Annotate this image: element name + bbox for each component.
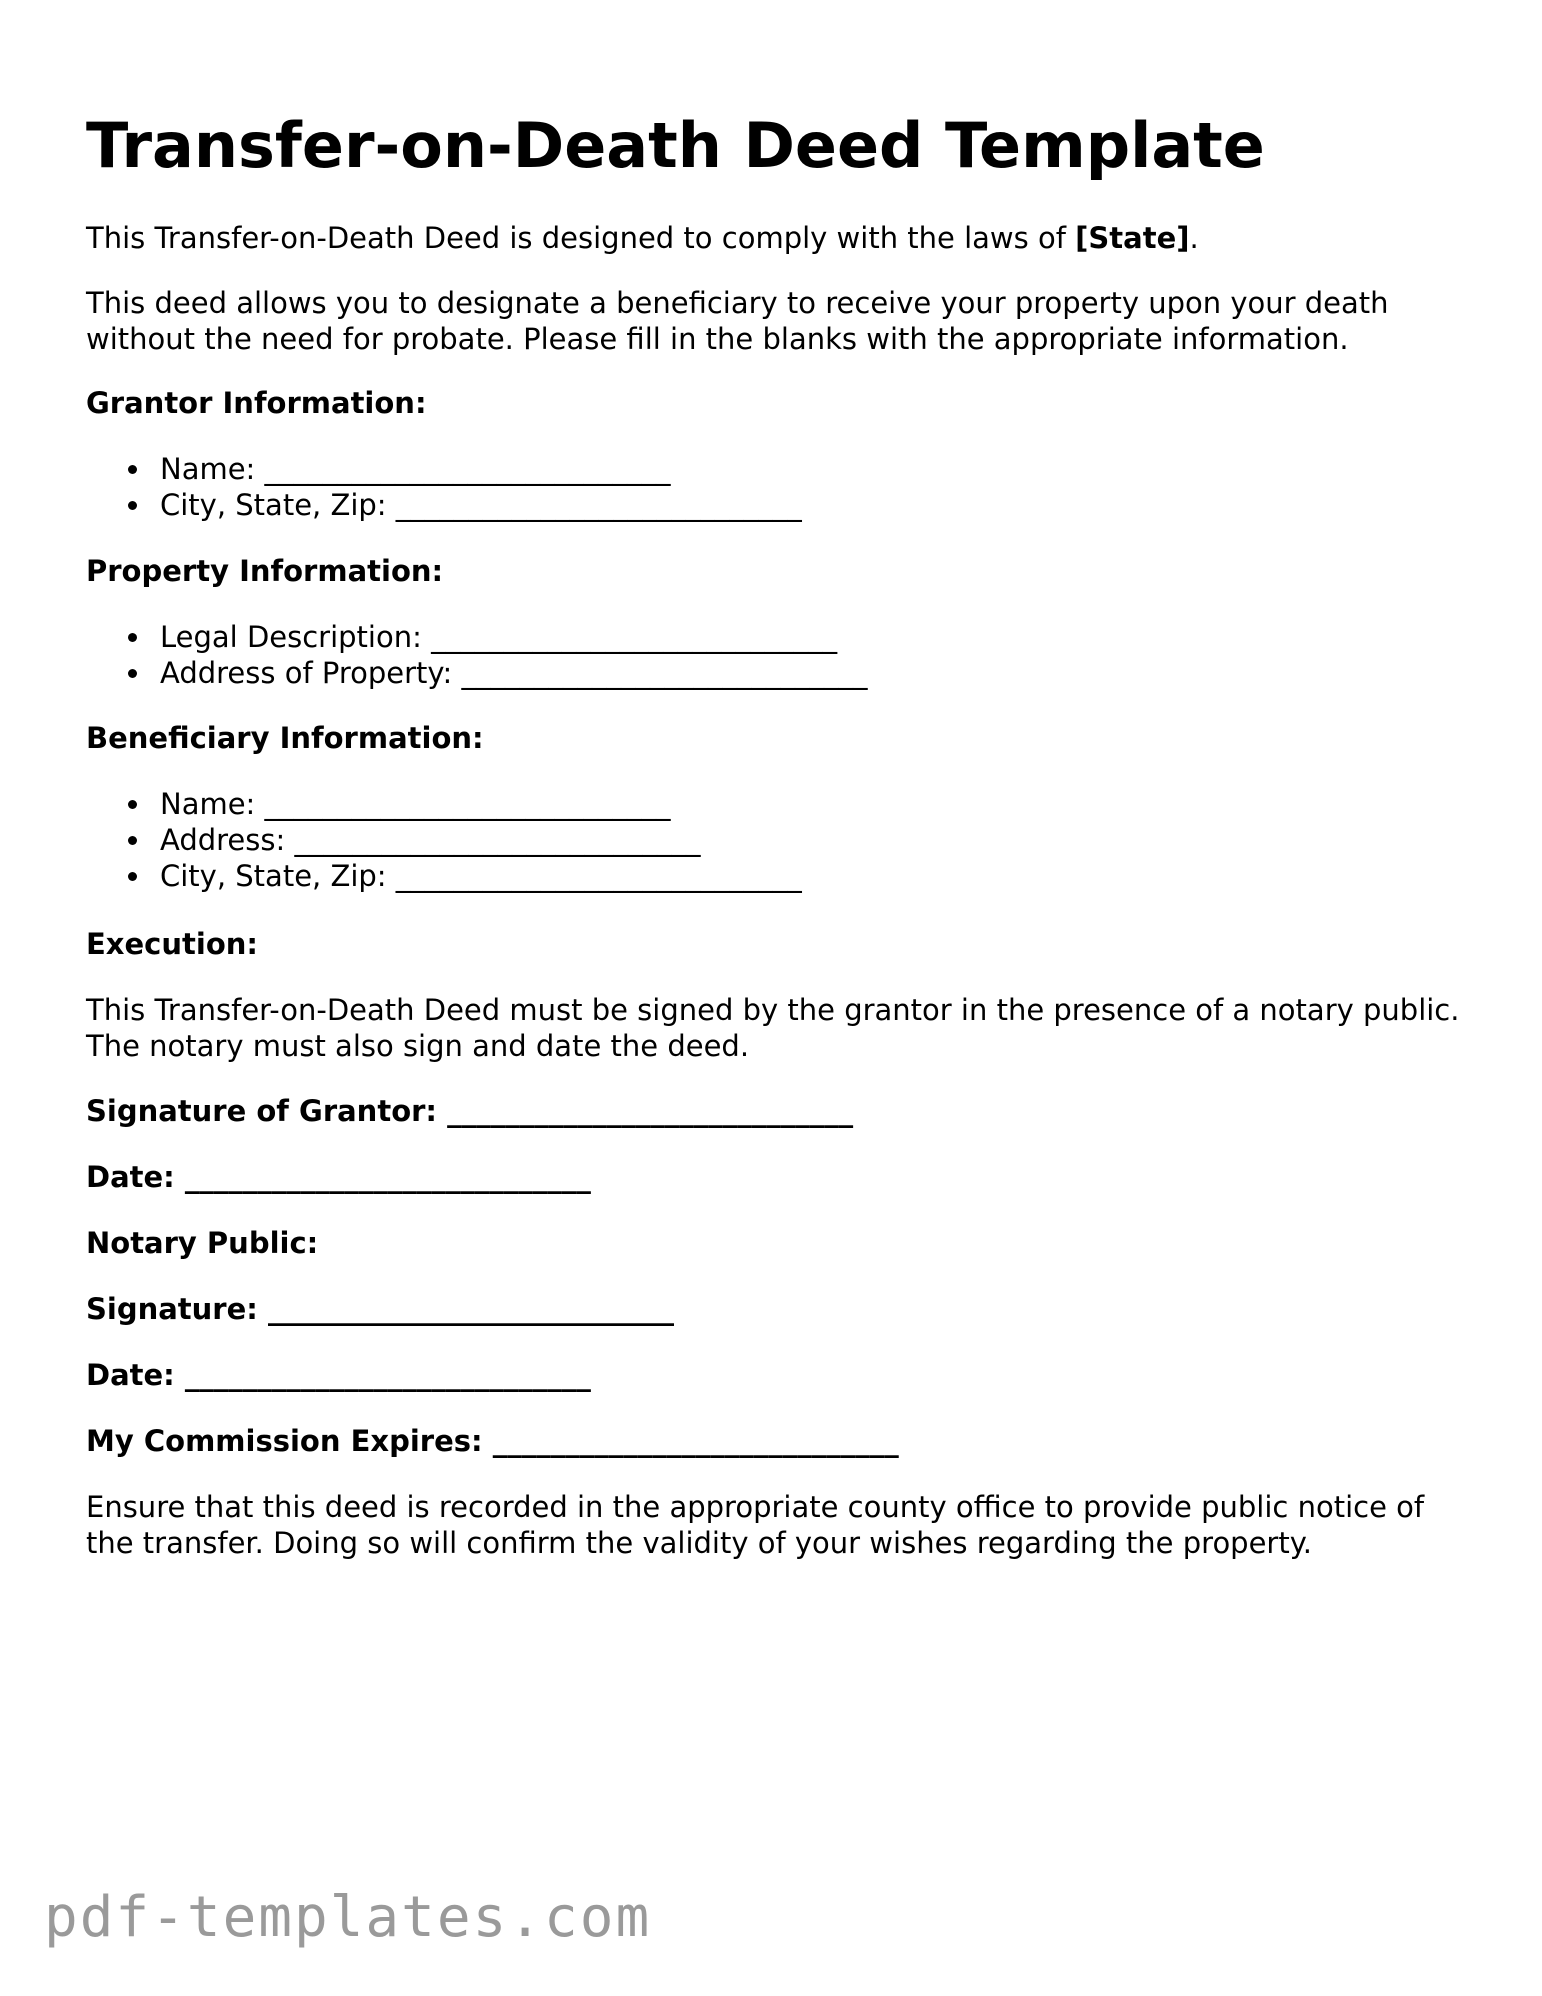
- name-blank[interactable]: ____________________________: [264, 787, 671, 821]
- bullet-icon: [128, 836, 137, 845]
- list-item: [86, 619, 867, 655]
- notary-heading: Notary Public:: [86, 1226, 319, 1260]
- commission-expires-line: [86, 1423, 899, 1459]
- list-item: [86, 822, 802, 858]
- property-list: [86, 619, 867, 691]
- grantor-signature-blank[interactable]: ____________________________: [447, 1094, 854, 1128]
- page-title: Transfer-on-Death Deed Template: [86, 109, 1265, 182]
- field-label: Name:: [160, 452, 256, 486]
- property-address-blank[interactable]: ____________________________: [461, 656, 868, 690]
- intro-paragraph: [86, 220, 1466, 256]
- description-paragraph: This deed allows you to designate a beneficiary to receive your property upon your death without the need for probate. Please fill in the blanks with the appropriate information.: [86, 286, 1389, 356]
- list-item: [86, 655, 867, 691]
- field-label: Address:: [160, 823, 286, 857]
- bullet-icon: [128, 501, 137, 510]
- bullet-icon: [128, 633, 137, 642]
- field-label: Signature of Grantor:: [86, 1094, 438, 1128]
- bullet-icon: [128, 465, 137, 474]
- notary-date-line: [86, 1357, 591, 1393]
- address-blank[interactable]: ____________________________: [294, 823, 701, 857]
- watermark: pdf-templates.com: [44, 1885, 652, 1950]
- notary-signature-line: [86, 1291, 674, 1327]
- field-label: City, State, Zip:: [160, 859, 387, 893]
- grantor-date-line: [86, 1159, 591, 1195]
- grantor-signature-line: [86, 1093, 853, 1129]
- field-label: My Commission Expires:: [86, 1424, 483, 1458]
- field-label: City, State, Zip:: [160, 488, 387, 522]
- beneficiary-heading: Beneficiary Information:: [86, 721, 484, 755]
- list-item: [86, 786, 802, 822]
- field-label: Signature:: [86, 1292, 258, 1326]
- beneficiary-list: [86, 786, 802, 894]
- grantor-date-blank[interactable]: ____________________________: [184, 1160, 591, 1194]
- field-label: Address of Property:: [160, 656, 453, 690]
- state-placeholder: [State]: [1075, 221, 1190, 255]
- field-label: Name:: [160, 787, 256, 821]
- list-item: [86, 451, 802, 487]
- list-item: [86, 858, 802, 894]
- field-label: Date:: [86, 1358, 175, 1392]
- notary-signature-blank[interactable]: ____________________________: [268, 1292, 674, 1326]
- bullet-icon: [128, 872, 137, 881]
- closing-paragraph: Ensure that this deed is recorded in the appropriate county office to provide public notice of the transfer. Doing so will confirm the validity of your wishes regarding the property.: [86, 1490, 1425, 1560]
- name-blank[interactable]: ____________________________: [264, 452, 671, 486]
- field-label: Date:: [86, 1160, 175, 1194]
- legal-description-blank[interactable]: ____________________________: [431, 620, 838, 654]
- bullet-icon: [128, 800, 137, 809]
- city-state-zip-blank[interactable]: ____________________________: [395, 488, 802, 522]
- intro-prefix: This Transfer-on-Death Deed is designed to comply with the laws of: [86, 221, 1076, 255]
- grantor-heading: Grantor Information:: [86, 386, 427, 420]
- execution-heading: Execution:: [86, 927, 258, 961]
- property-heading: Property Information:: [86, 554, 444, 588]
- intro-suffix: .: [1189, 221, 1199, 255]
- city-state-zip-blank[interactable]: ____________________________: [395, 859, 802, 893]
- notary-date-blank[interactable]: ____________________________: [184, 1358, 591, 1392]
- commission-expires-blank[interactable]: ____________________________: [492, 1424, 899, 1458]
- grantor-list: [86, 451, 802, 523]
- bullet-icon: [128, 669, 137, 678]
- field-label: Legal Description:: [160, 620, 422, 654]
- list-item: [86, 487, 802, 523]
- execution-paragraph: This Transfer-on-Death Deed must be signed by the grantor in the presence of a notary public. The notary must also sign and date the deed.: [86, 993, 1460, 1063]
